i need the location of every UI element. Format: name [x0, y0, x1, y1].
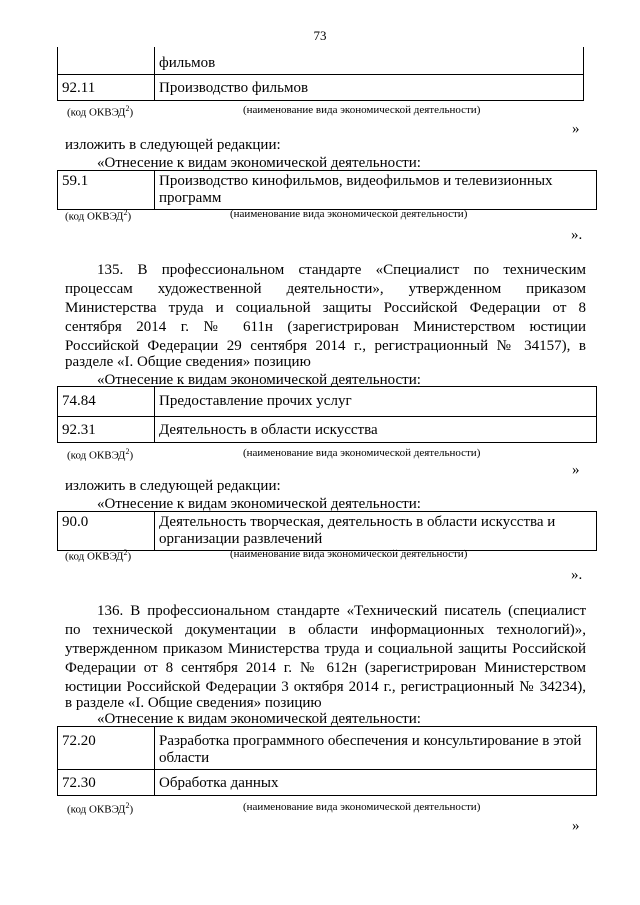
item-135-line: процессам художественной деятельности», утвержденном приказом [65, 281, 586, 297]
caption-close: ) [129, 803, 134, 816]
okved-code-caption [67, 801, 133, 816]
item-135-line: 135. В профессиональном стандарте «Специалист по техническим [97, 262, 586, 278]
okved-name-cell: Производство кинофильмов, видеофильмов и телевизионных программ [155, 171, 597, 210]
caption-sup: 2 [123, 548, 128, 557]
caption-sup: 2 [123, 208, 128, 217]
caption-text: (код ОКВЭД [67, 449, 126, 462]
page-number: 73 [313, 28, 327, 43]
table-row [58, 171, 597, 210]
relation-phrase: «Отнесение к видам экономической деятельности: [97, 372, 421, 388]
activity-name-caption: (наименование вида экономической деятельности) [230, 208, 468, 220]
item-136-line: Федерации от 8 сентября 2014 г. № 612н (зарегистрирован Министерством [65, 660, 586, 676]
caption-close: ) [127, 550, 132, 563]
item-136-line: 136. В профессиональном стандарте «Технический писатель (специалист [97, 603, 586, 619]
relation-phrase: «Отнесение к видам экономической деятельности: [97, 496, 421, 512]
quote-close: » [572, 818, 580, 834]
okved-code-caption [67, 447, 133, 462]
new-edition-phrase: изложить в следующей редакции: [65, 478, 281, 494]
item-135-line: сентября 2014 г. № 611н (зарегистрирован Министерством юстиции [65, 319, 586, 335]
caption-sup: 2 [125, 801, 130, 810]
okved-code-cell: 72.20 [58, 727, 155, 770]
okved-code-cell: 92.31 [58, 417, 155, 443]
okved-name-cell: Предоставление прочих услуг [155, 387, 597, 417]
okved-table-old-2 [57, 386, 597, 443]
item-135-line: разделе «I. Общие сведения» позицию [65, 354, 311, 370]
quote-close-dot: ». [571, 227, 583, 243]
caption-text: (код ОКВЭД [65, 210, 124, 223]
caption-close: ) [129, 449, 134, 462]
relation-phrase: «Отнесение к видам экономической деятельности: [97, 155, 421, 171]
table-row [58, 47, 584, 75]
table-row [58, 75, 584, 101]
caption-sup: 2 [125, 447, 130, 456]
quote-close: » [572, 121, 580, 137]
item-136-line: юстиции Российской Федерации 3 октября 2014 г., регистрационный № 34234), [65, 679, 586, 695]
relation-phrase: «Отнесение к видам экономической деятельности: [97, 711, 421, 727]
okved-code-cell: 59.1 [58, 171, 155, 210]
item-135-line: Российской Федерации 29 сентября 2014 г., регистрационный № 34157), в [65, 338, 586, 354]
okved-table-old-3 [57, 726, 597, 796]
item-136-line: в разделе «I. Общие сведения» позицию [65, 695, 322, 711]
item-136-line: по технической документации в области информационных технологий)», [65, 622, 586, 638]
okved-code-cell: 74.84 [58, 387, 155, 417]
caption-text: (код ОКВЭД [67, 803, 126, 816]
okved-table-new-2 [57, 511, 597, 551]
activity-name-caption: (наименование вида экономической деятельности) [243, 104, 481, 116]
item-135-line: Министерства труда и социальной защиты Российской Федерации от 8 [65, 300, 586, 316]
caption-close: ) [127, 210, 132, 223]
activity-name-caption: (наименование вида экономической деятельности) [243, 801, 481, 813]
okved-name-cell: Разработка программного обеспечения и консультирование в этой области [155, 727, 597, 770]
okved-name-cell: фильмов [155, 47, 584, 75]
table-row [58, 512, 597, 551]
okved-name-cell: Деятельность творческая, деятельность в области искусства и организации развлечений [155, 512, 597, 551]
table-row [58, 727, 597, 770]
okved-code-caption [67, 104, 133, 119]
activity-name-caption: (наименование вида экономической деятельности) [230, 548, 468, 560]
table-row [58, 417, 597, 443]
quote-close: » [572, 462, 580, 478]
table-row [58, 387, 597, 417]
okved-code-caption [65, 208, 131, 223]
okved-code-cell [58, 47, 155, 75]
caption-text: (код ОКВЭД [65, 550, 124, 563]
caption-text: (код ОКВЭД [67, 106, 126, 119]
item-136-line: утвержденном приказом Министерства труда и социальной защиты Российской [65, 641, 586, 657]
quote-close-dot: ». [571, 567, 583, 583]
okved-name-cell: Обработка данных [155, 770, 597, 796]
okved-code-cell: 90.0 [58, 512, 155, 551]
okved-table-old-1 [57, 47, 584, 101]
caption-close: ) [129, 106, 134, 119]
activity-name-caption: (наименование вида экономической деятельности) [243, 447, 481, 459]
new-edition-phrase: изложить в следующей редакции: [65, 137, 281, 153]
table-row [58, 770, 597, 796]
okved-code-caption [65, 548, 131, 563]
okved-name-cell: Производство фильмов [155, 75, 584, 101]
caption-sup: 2 [125, 104, 130, 113]
okved-table-new-1 [57, 170, 597, 210]
okved-code-cell: 92.11 [58, 75, 155, 101]
okved-name-cell: Деятельность в области искусства [155, 417, 597, 443]
okved-code-cell: 72.30 [58, 770, 155, 796]
